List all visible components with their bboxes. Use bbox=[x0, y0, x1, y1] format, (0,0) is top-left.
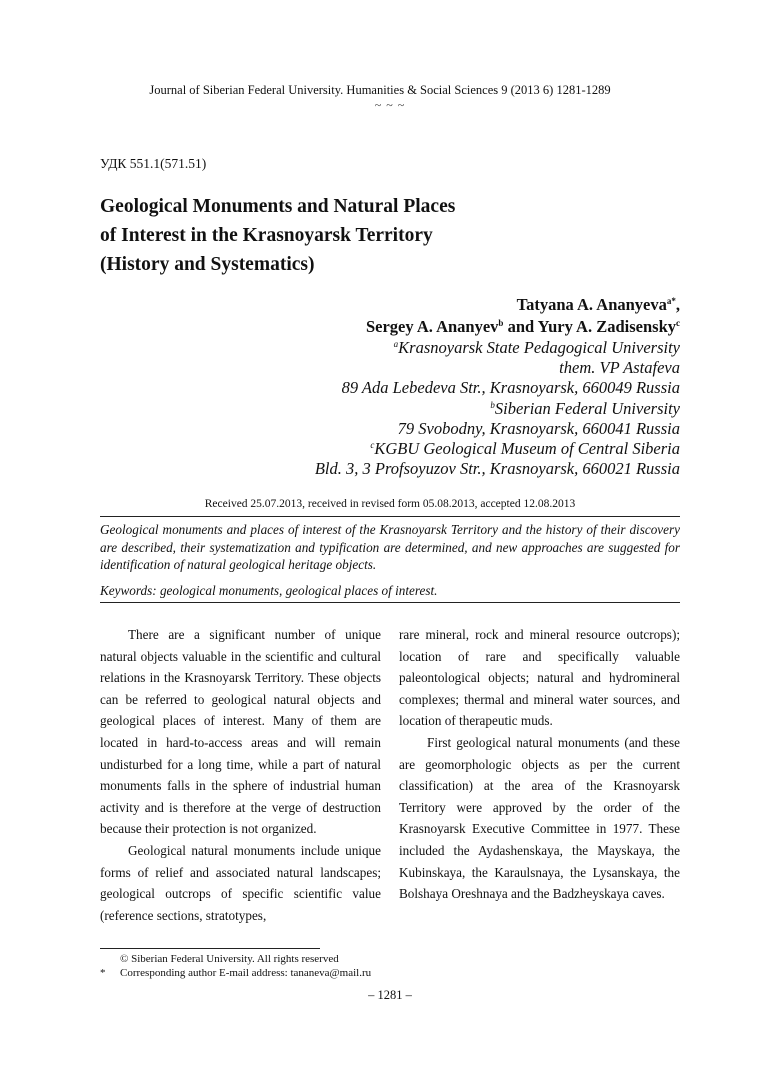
author-name: and Yury A. Zadisensky bbox=[503, 317, 676, 336]
udk-code: УДК 551.1(571.51) bbox=[100, 156, 207, 171]
abstract-bottom-rule bbox=[100, 602, 680, 603]
affiliation-marker: a* bbox=[666, 296, 676, 306]
page-number: – 1281 – bbox=[368, 988, 412, 1002]
corresponding-author-text: Corresponding author E-mail address: tananeva@mail.ru bbox=[120, 967, 372, 979]
copyright-text: © Siberian Federal University. All rights reserved bbox=[120, 953, 339, 965]
author-block bbox=[120, 294, 680, 479]
affiliation-text: 89 Ada Lebedeva Str., Krasnoyarsk, 660049 Russia bbox=[341, 378, 680, 398]
footnote-rule bbox=[100, 948, 320, 949]
abstract-top-rule bbox=[100, 516, 680, 517]
footnote-corresponding bbox=[100, 966, 371, 980]
journal-header: Journal of Siberian Federal University. Humanities & Social Sciences 9 (2013 6) 1281-1289 bbox=[149, 83, 611, 97]
affiliation-text: Siberian Federal University bbox=[494, 398, 680, 418]
header-separator: ~ ~ ~ bbox=[374, 98, 406, 112]
title-line: Geological Monuments and Natural Places bbox=[100, 196, 456, 217]
author-name: Tatyana A. Ananyeva bbox=[516, 295, 667, 314]
affiliation-marker: c bbox=[370, 440, 375, 451]
affiliation-text: KGBU Geological Museum of Central Siberia bbox=[374, 439, 680, 459]
affiliation-text: them. VP Astafeva bbox=[559, 358, 680, 378]
author-name: Sergey A. Ananyev bbox=[365, 317, 499, 336]
affiliation-line bbox=[120, 358, 680, 378]
footnote-copyright bbox=[100, 952, 339, 966]
affiliation-line bbox=[120, 378, 680, 398]
affiliation-text: Krasnoyarsk State Pedagogical University bbox=[398, 338, 680, 357]
affiliation-marker: b bbox=[498, 318, 504, 328]
author-line-2 bbox=[120, 316, 680, 338]
paragraph: First geological natural monuments (and these are geomorphologic objects as per the current classification) at the area of the Krasnoyarsk Territory were approved by the order of the Krasnoyarsk Executive Committee in 1977. These included the Aydashenskaya, the Mayskaya, the Kubinskaya, the Karaulsnaya, the Lysanskaya, the Bolshaya Oreshnaya and the Badzheyskaya caves. bbox=[399, 734, 680, 902]
affiliation-line bbox=[120, 459, 680, 479]
received-dates: Received 25.07.2013, received in revised form 05.08.2013, accepted 12.08.2013 bbox=[204, 498, 576, 510]
paragraph: Geological natural monuments include unique forms of relief and associated natural landscapes; geological outcrops of specific scientific value (reference sections, stratotypes, bbox=[100, 842, 381, 923]
title-line: (History and Systematics) bbox=[100, 254, 315, 275]
title-line: of Interest in the Krasnoyarsk Territory bbox=[100, 225, 433, 246]
body-column-left bbox=[100, 624, 381, 926]
author-punct: , bbox=[675, 295, 680, 314]
affiliation-marker: a bbox=[393, 339, 399, 349]
affiliation-line bbox=[120, 338, 680, 358]
body-column-right bbox=[399, 624, 680, 905]
keywords: Keywords: geological monuments, geological places of interest. bbox=[100, 583, 438, 598]
author-line-1 bbox=[120, 294, 680, 316]
affiliation-line bbox=[120, 399, 680, 419]
footnote-marker: * bbox=[100, 967, 106, 979]
abstract: Geological monuments and places of interest of the Krasnoyarsk Territory and the history of their discovery are described, their systematization and typification are determined, and new approaches are suggested for identification of natural geological heritage objects. bbox=[100, 522, 680, 572]
affiliation-text: Bld. 3, 3 Profsoyuzov Str., Krasnoyarsk, 660021 Russia bbox=[314, 459, 680, 479]
paragraph-continued: rare mineral, rock and mineral resource outcrops); location of rare and specifically valuable paleontological objects; natural and hydromineral complexes; thermal and mineral water sources, and location of therapeutic muds. bbox=[399, 627, 680, 729]
paragraph: There are a significant number of unique natural objects valuable in the scientific and cultural relations in the Krasnoyarsk Territory. These objects can be referred to geological natural objects and geological places of interest. Many of them are located in hard-to-access areas and will remain undisturbed for a long time, while a part of natural monuments falls in the sphere of industrial human activity and is therefore at the verge of destruction because their protection is not organized. bbox=[100, 627, 381, 837]
affiliation-text: 79 Svobodny, Krasnoyarsk, 660041 Russia bbox=[397, 418, 680, 438]
affiliation-marker: b bbox=[490, 399, 495, 410]
affiliation-line bbox=[120, 419, 680, 439]
affiliation-marker: c bbox=[676, 318, 680, 328]
article-title bbox=[100, 192, 520, 279]
affiliation-line bbox=[120, 439, 680, 459]
